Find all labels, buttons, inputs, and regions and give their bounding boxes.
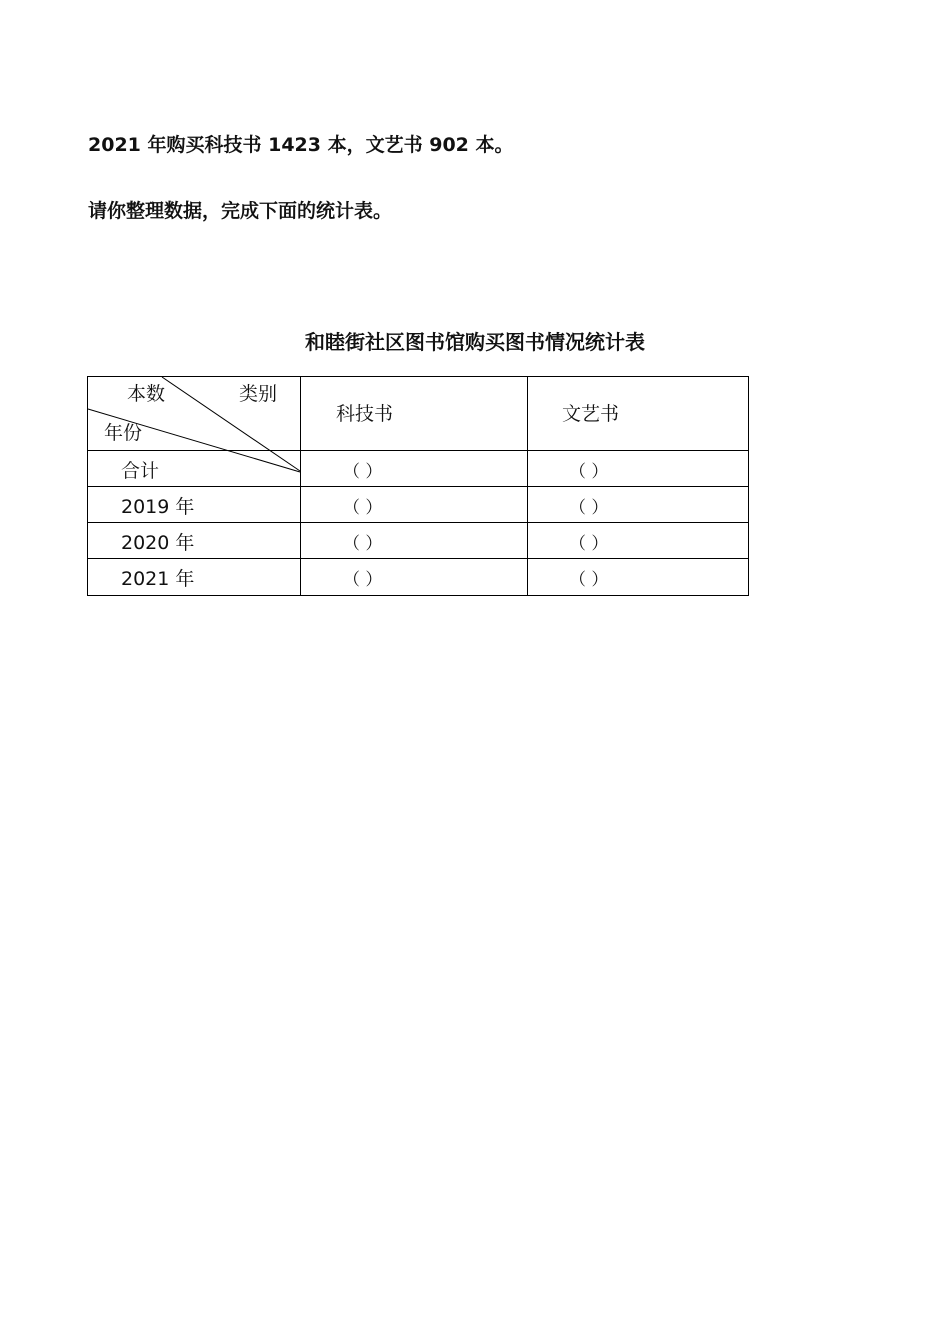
answer-blank-2020-science[interactable]: （ ） [343, 534, 383, 554]
answer-blank-2020-literature[interactable]: （ ） [569, 534, 609, 554]
row-label-total: 合计 [121, 460, 160, 482]
answer-blank-2019-science[interactable]: （ ） [343, 498, 383, 518]
row-divider [87, 558, 749, 559]
column-divider [527, 376, 528, 596]
corner-label-category: 类别 [239, 383, 278, 405]
row-divider [87, 522, 749, 523]
answer-blank-2019-literature[interactable]: （ ） [569, 498, 609, 518]
diagonal-line-1 [162, 377, 300, 471]
row-divider [87, 486, 749, 487]
column-header-literature: 文艺书 [562, 403, 620, 425]
instruction-line: 请你整理数据，完成下面的统计表。 [88, 200, 393, 222]
answer-blank-2021-literature[interactable]: （ ） [569, 570, 609, 590]
row-label-2020: 2020 年 [121, 532, 195, 554]
table-title: 和睦街社区图书馆购买图书情况统计表 [305, 330, 645, 354]
statistics-table [87, 376, 749, 596]
row-label-2019: 2019 年 [121, 496, 195, 518]
corner-label-count: 本数 [127, 383, 166, 405]
answer-blank-total-science[interactable]: （ ） [343, 462, 383, 482]
answer-blank-total-literature[interactable]: （ ） [569, 462, 609, 482]
answer-blank-2021-science[interactable]: （ ） [343, 570, 383, 590]
row-label-2021: 2021 年 [121, 568, 195, 590]
corner-label-year: 年份 [104, 422, 143, 444]
intro-line-1: 2021 年购买科技书 1423 本，文艺书 902 本。 [88, 134, 514, 156]
column-header-science: 科技书 [336, 403, 394, 425]
